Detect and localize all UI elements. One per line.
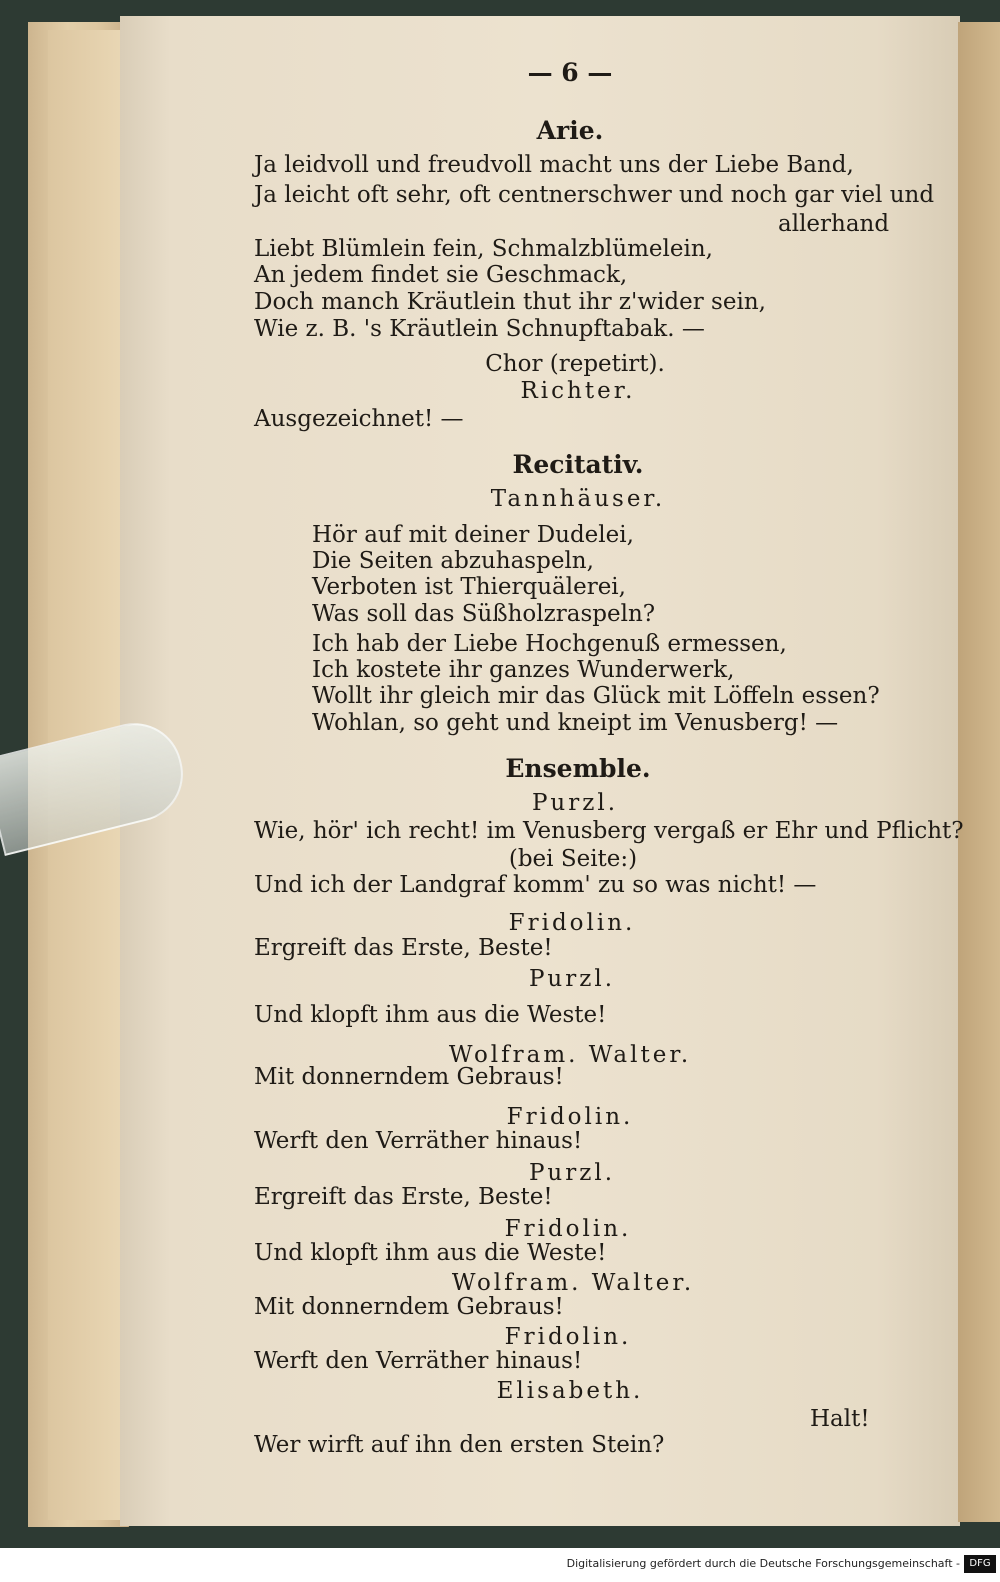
- arie-line: Doch manch Kräutlein thut ihr z'wider sein,: [254, 289, 766, 315]
- speaker: Purzl.: [531, 790, 619, 816]
- ensemble-line: Und ich der Landgraf komm' zu so was nicht! —: [254, 872, 817, 898]
- heading-arie: Arie.: [536, 116, 604, 145]
- ensemble-line: Mit donnerndem Gebraus!: [254, 1064, 564, 1090]
- ensemble-line: Werft den Verräther hinaus!: [254, 1128, 583, 1154]
- dfg-logo: DFG: [964, 1555, 996, 1573]
- arie-line: Ja leidvoll und freudvoll macht uns der Liebe Band,: [254, 152, 854, 178]
- footer-bar: [0, 1548, 1000, 1582]
- book-right-edge: [958, 22, 1000, 1522]
- speaker: Fridolin.: [504, 1324, 632, 1350]
- arie-line: Liebt Blümlein fein, Schmalzblümelein,: [254, 236, 713, 262]
- chor-direction: Chor (repetirt).: [485, 351, 665, 377]
- stage-direction: (bei Seite:): [508, 846, 638, 872]
- heading-recitativ: Recitativ.: [512, 450, 644, 479]
- reply-line: Ausgezeichnet! —: [254, 406, 464, 432]
- arie-line: allerhand: [778, 211, 890, 237]
- halt-word: Halt!: [810, 1406, 870, 1432]
- ensemble-line: Und klopft ihm aus die Weste!: [254, 1240, 607, 1266]
- page-number: — 6 —: [527, 58, 613, 87]
- speaker: Purzl.: [528, 966, 616, 992]
- speaker-tannhaeuser: Tannhäuser.: [490, 486, 666, 512]
- recitativ-line: Wohlan, so geht und kneipt im Venusberg! —: [312, 710, 839, 736]
- ensemble-line: Mit donnerndem Gebraus!: [254, 1294, 564, 1320]
- ensemble-line: Ergreift das Erste, Beste!: [254, 1184, 553, 1210]
- ensemble-line: Wie, hör' ich recht! im Venusberg vergaß er Ehr und Pflicht?: [254, 818, 964, 844]
- speaker: Wolfram. Walter.: [448, 1042, 692, 1068]
- recitativ-line: Hör auf mit deiner Dudelei,: [312, 522, 634, 548]
- speaker: Fridolin.: [506, 1104, 634, 1130]
- arie-line: Wie z. B. 's Kräutlein Schnupftabak. —: [254, 316, 705, 342]
- recitativ-line: Ich hab der Liebe Hochgenuß ermessen,: [312, 631, 787, 657]
- recitativ-line: Die Seiten abzuhaspeln,: [312, 548, 594, 574]
- speaker: Purzl.: [528, 1160, 616, 1186]
- speaker: Wolfram. Walter.: [451, 1270, 695, 1296]
- ensemble-line: Werft den Verräther hinaus!: [254, 1348, 583, 1374]
- arie-line: An jedem findet sie Geschmack,: [254, 262, 628, 288]
- speaker-richter: Richter.: [520, 378, 636, 404]
- arie-line: Ja leicht oft sehr, oft centnerschwer und noch gar viel und: [254, 182, 935, 208]
- recitativ-line: Ich kostete ihr ganzes Wunderwerk,: [312, 657, 735, 683]
- ensemble-line: Und klopft ihm aus die Weste!: [254, 1002, 607, 1028]
- footer-credit: Digitalisierung gefördert durch die Deutsche Forschungsgemeinschaft -: [566, 1557, 960, 1570]
- ensemble-line: Ergreift das Erste, Beste!: [254, 935, 553, 961]
- recitativ-line: Verboten ist Thierquälerei,: [312, 574, 626, 600]
- recitativ-line: Was soll das Süßholzraspeln?: [312, 601, 656, 627]
- speaker: Fridolin.: [504, 1216, 632, 1242]
- last-line: Wer wirft auf ihn den ersten Stein?: [254, 1432, 665, 1458]
- recitativ-line: Wollt ihr gleich mir das Glück mit Löffeln essen?: [312, 683, 880, 709]
- heading-ensemble: Ensemble.: [505, 754, 651, 783]
- speaker-elisabeth: Elisabeth.: [496, 1378, 644, 1404]
- speaker: Fridolin.: [508, 910, 636, 936]
